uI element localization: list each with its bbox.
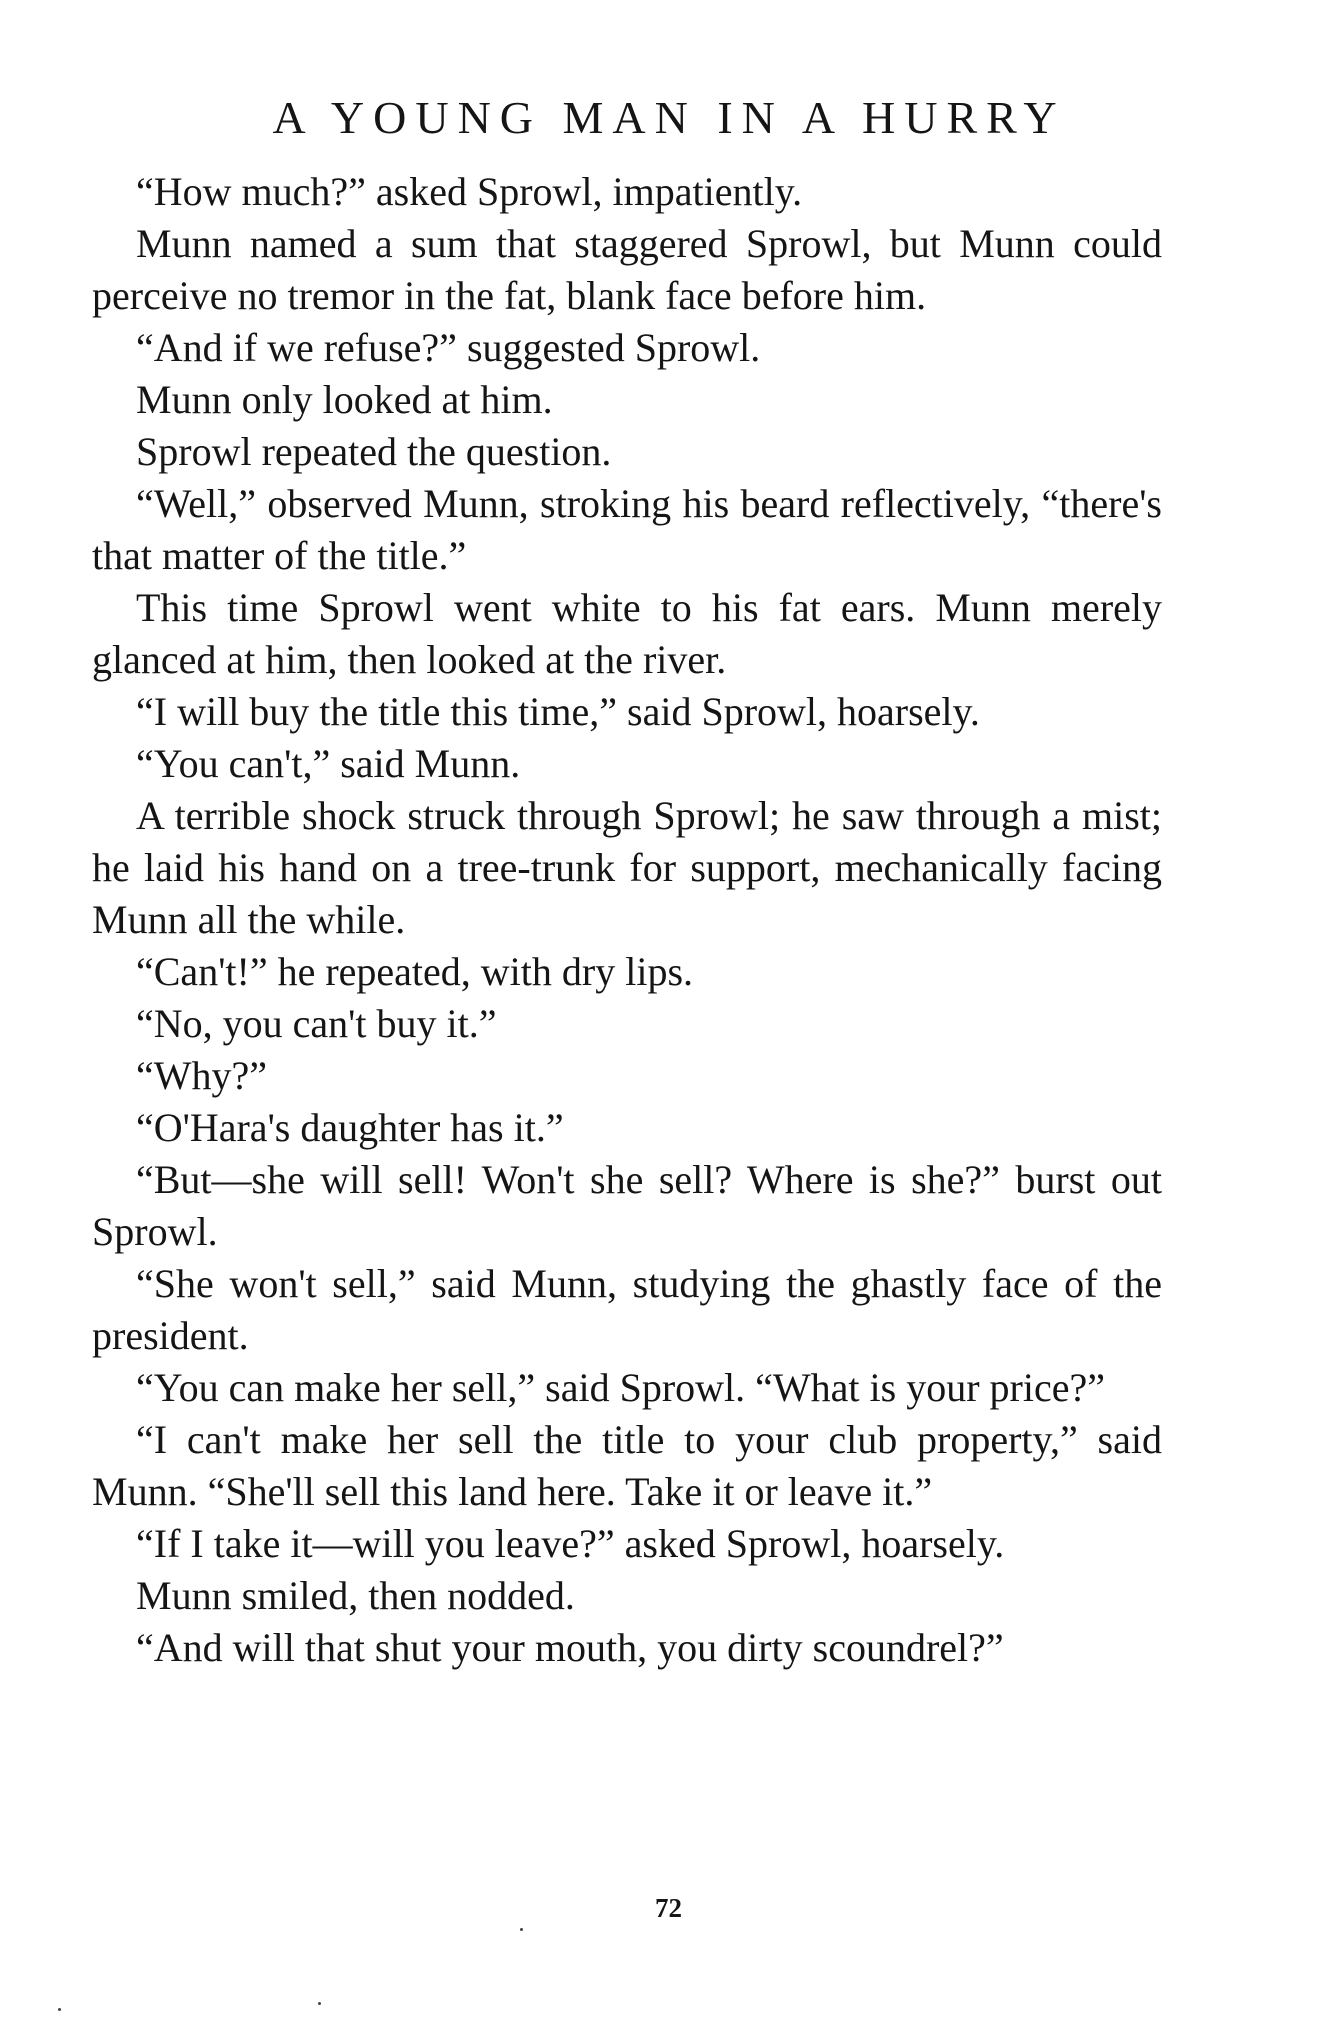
paragraph: “If I take it—will you leave?” asked Sprowl, hoarsely. — [136, 1521, 1005, 1566]
paragraph: “Can't!” he repeated, with dry lips. — [136, 949, 694, 994]
paragraph: “She won't sell,” said Munn, studying the ghastly face of the president. — [92, 1261, 1162, 1358]
running-head: A YOUNG MAN IN A HURRY — [272, 92, 1066, 143]
paragraph: Munn only looked at him. — [136, 377, 553, 422]
scan-speck — [58, 2008, 61, 2011]
paragraph: Sprowl repeated the question. — [136, 429, 612, 474]
paragraph: “I can't make her sell the title to your club property,” said Munn. “She'll sell this land here. Take it or leave it.” — [92, 1417, 1162, 1514]
page-number: 72 — [655, 1893, 682, 1923]
paragraph: “But—she will sell! Won't she sell? Where is she?” burst out Sprowl. — [92, 1157, 1162, 1254]
paragraph: “You can't,” said Munn. — [136, 741, 521, 786]
paragraph: “Well,” observed Munn, stroking his beard reflectively, “there's that matter of the title.” — [92, 481, 1162, 578]
paragraph: Munn named a sum that staggered Sprowl, but Munn could perceive no tremor in the fat, blank face before him. — [92, 221, 1162, 318]
scan-speck — [318, 2002, 321, 2005]
paragraph: Munn smiled, then nodded. — [136, 1573, 575, 1618]
paragraph: “No, you can't buy it.” — [136, 1001, 497, 1046]
paragraph: “You can make her sell,” said Sprowl. “What is your price?” — [136, 1365, 1105, 1410]
paragraph: A terrible shock struck through Sprowl; he saw through a mist; he laid his hand on a tree-trunk for support, mechanically facing Munn all the while. — [92, 793, 1162, 942]
paragraph: “O'Hara's daughter has it.” — [136, 1105, 564, 1150]
body-text — [92, 166, 1162, 1674]
paragraph: “And if we refuse?” suggested Sprowl. — [136, 325, 761, 370]
scan-speck — [520, 1928, 523, 1931]
paragraph: “I will buy the title this time,” said Sprowl, hoarsely. — [136, 689, 980, 734]
paragraph: “And will that shut your mouth, you dirty scoundrel?” — [136, 1625, 1004, 1670]
paragraph: “Why?” — [136, 1053, 268, 1098]
paragraph: “How much?” asked Sprowl, impatiently. — [136, 169, 803, 214]
paragraph: This time Sprowl went white to his fat ears. Munn merely glanced at him, then looked at the river. — [92, 585, 1162, 682]
